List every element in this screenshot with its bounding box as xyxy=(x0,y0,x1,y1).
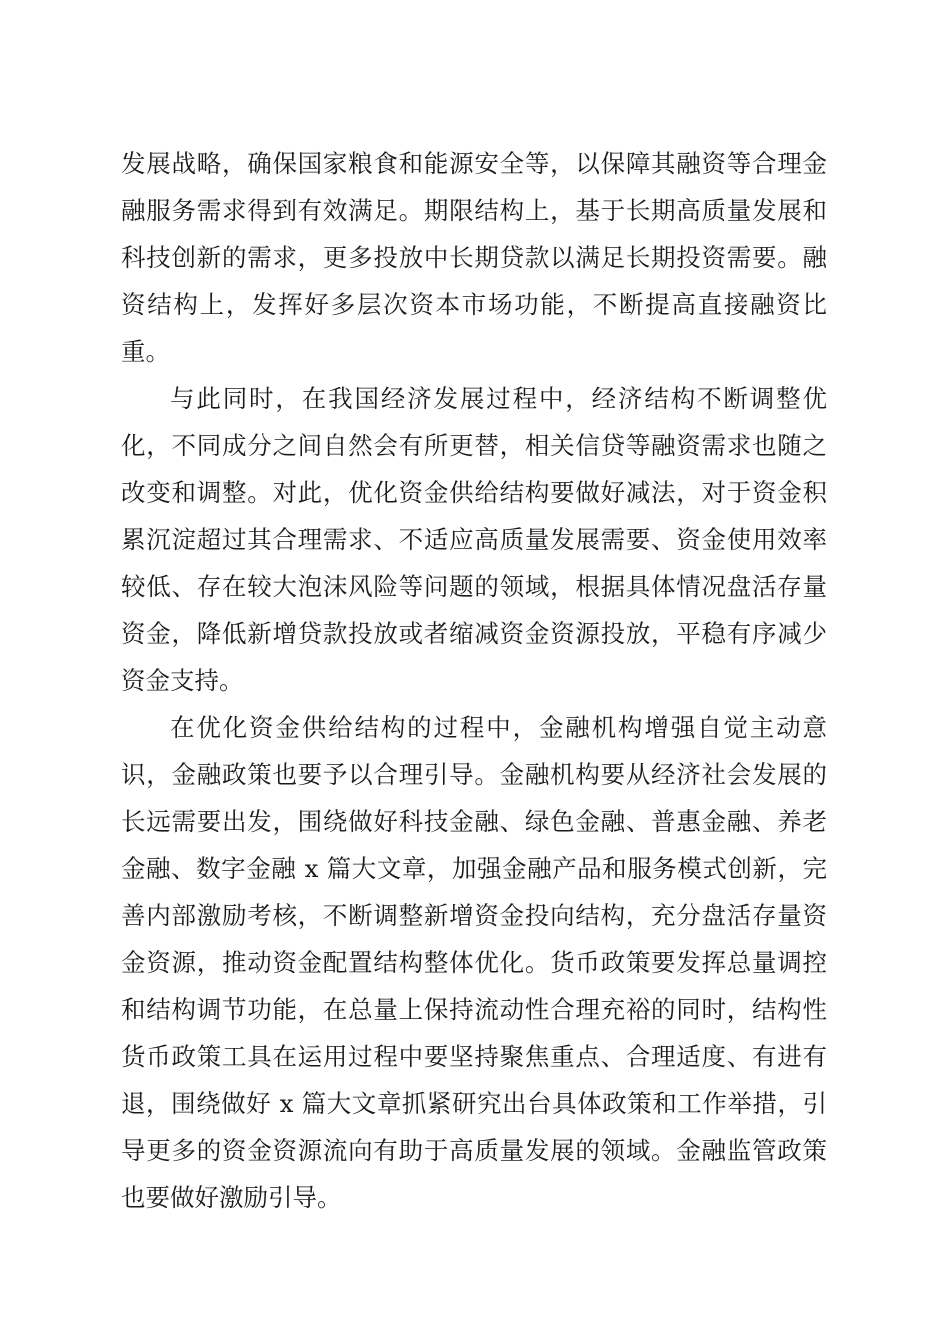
document-body xyxy=(121,140,827,1221)
paragraph: 与此同时，在我国经济发展过程中，经济结构不断调整优化，不同成分之间自然会有所更替，相关信贷等融资需求也随之改变和调整。对此，优化资金供给结构要做好减法，对于资金积累沉淀超过其合理需求、不适应高质量发展需要、资金使用效率较低、存在较大泡沫风险等问题的领域，根据具体情况盘活存量资金，降低新增贷款投放或者缩减资金资源投放，平稳有序减少资金支持。 xyxy=(121,384,827,695)
paragraph-continued: 发展战略，确保国家粮食和能源安全等，以保障其融资等合理金融服务需求得到有效满足。期限结构上，基于长期高质量发展和科技创新的需求，更多投放中长期贷款以满足长期投资需要。融资结构上，发挥好多层次资本市场功能，不断提高直接融资比重。 xyxy=(121,149,827,366)
paragraph: 在优化资金供给结构的过程中，金融机构增强自觉主动意识，金融政策也要予以合理引导。金融机构要从经济社会发展的长远需要出发，围绕做好科技金融、绿色金融、普惠金融、养老金融、数字金融 x 篇大文章，加强金融产品和服务模式创新，完善内部激励考核，不断调整新增资金投向结构，充分盘活存量资金资源，推动资金配置结构整体优化。货币政策要发挥总量调控和结构调节功能，在总量上保持流动性合理充裕的同时，结构性货币政策工具在运用过程中要坚持聚焦重点、合理适度、有进有退，围绕做好 x 篇大文章抓紧研究出台具体政策和工作举措，引导更多的资金资源流向有助于高质量发展的领域。金融监管政策也要做好激励引导。 xyxy=(121,713,827,1212)
